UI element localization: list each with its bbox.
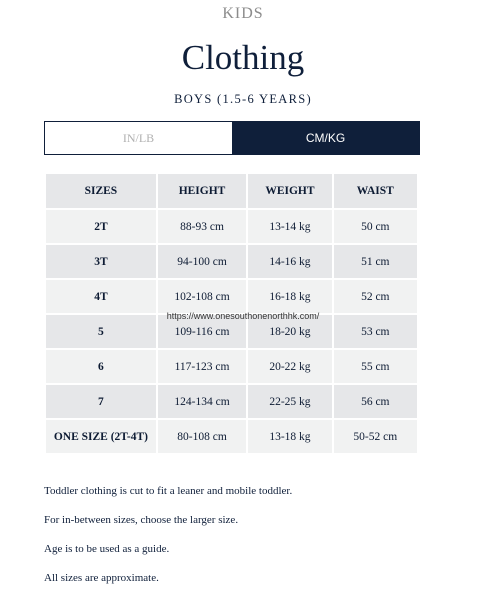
- height-cell: 102-108 cm: [158, 280, 246, 313]
- note-in-between: For in-between sizes, choose the larger size.: [44, 514, 239, 526]
- size-cell: 7: [46, 385, 156, 418]
- unit-option-cm-kg[interactable]: CM/KG: [232, 122, 419, 154]
- weight-cell: 13-14 kg: [248, 210, 331, 243]
- weight-cell: 20-22 kg: [248, 350, 331, 383]
- unit-toggle: [44, 121, 420, 155]
- height-cell: 117-123 cm: [158, 350, 246, 383]
- unit-option-in-lb[interactable]: IN/LB: [45, 122, 232, 154]
- note-fit: Toddler clothing is cut to fit a leaner and mobile toddler.: [44, 485, 293, 497]
- table-row: [46, 210, 417, 243]
- height-cell: 80-108 cm: [158, 420, 246, 453]
- height-cell: 88-93 cm: [158, 210, 246, 243]
- watermark-url: https://www.onesouthonenorthhk.com/: [166, 311, 320, 321]
- table-row: [46, 420, 417, 453]
- waist-cell: 55 cm: [334, 350, 417, 383]
- size-cell: 5: [46, 315, 156, 348]
- section-kicker: KIDS: [222, 5, 264, 22]
- note-approximate: All sizes are approximate.: [44, 572, 159, 584]
- page-title: Clothing: [181, 38, 305, 77]
- table-row: [46, 280, 417, 313]
- table-row: [46, 385, 417, 418]
- weight-cell: 16-18 kg: [248, 280, 331, 313]
- size-cell: 6: [46, 350, 156, 383]
- height-cell: 124-134 cm: [158, 385, 246, 418]
- waist-cell: 50 cm: [334, 210, 417, 243]
- weight-cell: 22-25 kg: [248, 385, 331, 418]
- size-cell: 4T: [46, 280, 156, 313]
- column-header-weight: WEIGHT: [248, 174, 331, 208]
- table-header-row: [46, 174, 417, 208]
- waist-cell: 50-52 cm: [334, 420, 417, 453]
- waist-cell: 53 cm: [334, 315, 417, 348]
- table-row: [46, 350, 417, 383]
- column-header-waist: WAIST: [334, 174, 417, 208]
- note-age-guide: Age is to be used as a guide.: [44, 543, 170, 555]
- table-row: [46, 245, 417, 278]
- page-subtitle: BOYS (1.5-6 YEARS): [174, 92, 312, 106]
- size-cell: 3T: [46, 245, 156, 278]
- waist-cell: 51 cm: [334, 245, 417, 278]
- size-cell: ONE SIZE (2T-4T): [46, 420, 156, 453]
- height-cell: 109-116 cm: [158, 315, 246, 348]
- column-header-sizes: SIZES: [46, 174, 156, 208]
- size-cell: 2T: [46, 210, 156, 243]
- waist-cell: 52 cm: [334, 280, 417, 313]
- weight-cell: 14-16 kg: [248, 245, 331, 278]
- weight-cell: 18-20 kg: [248, 315, 331, 348]
- weight-cell: 13-18 kg: [248, 420, 331, 453]
- height-cell: 94-100 cm: [158, 245, 246, 278]
- column-header-height: HEIGHT: [158, 174, 246, 208]
- waist-cell: 56 cm: [334, 385, 417, 418]
